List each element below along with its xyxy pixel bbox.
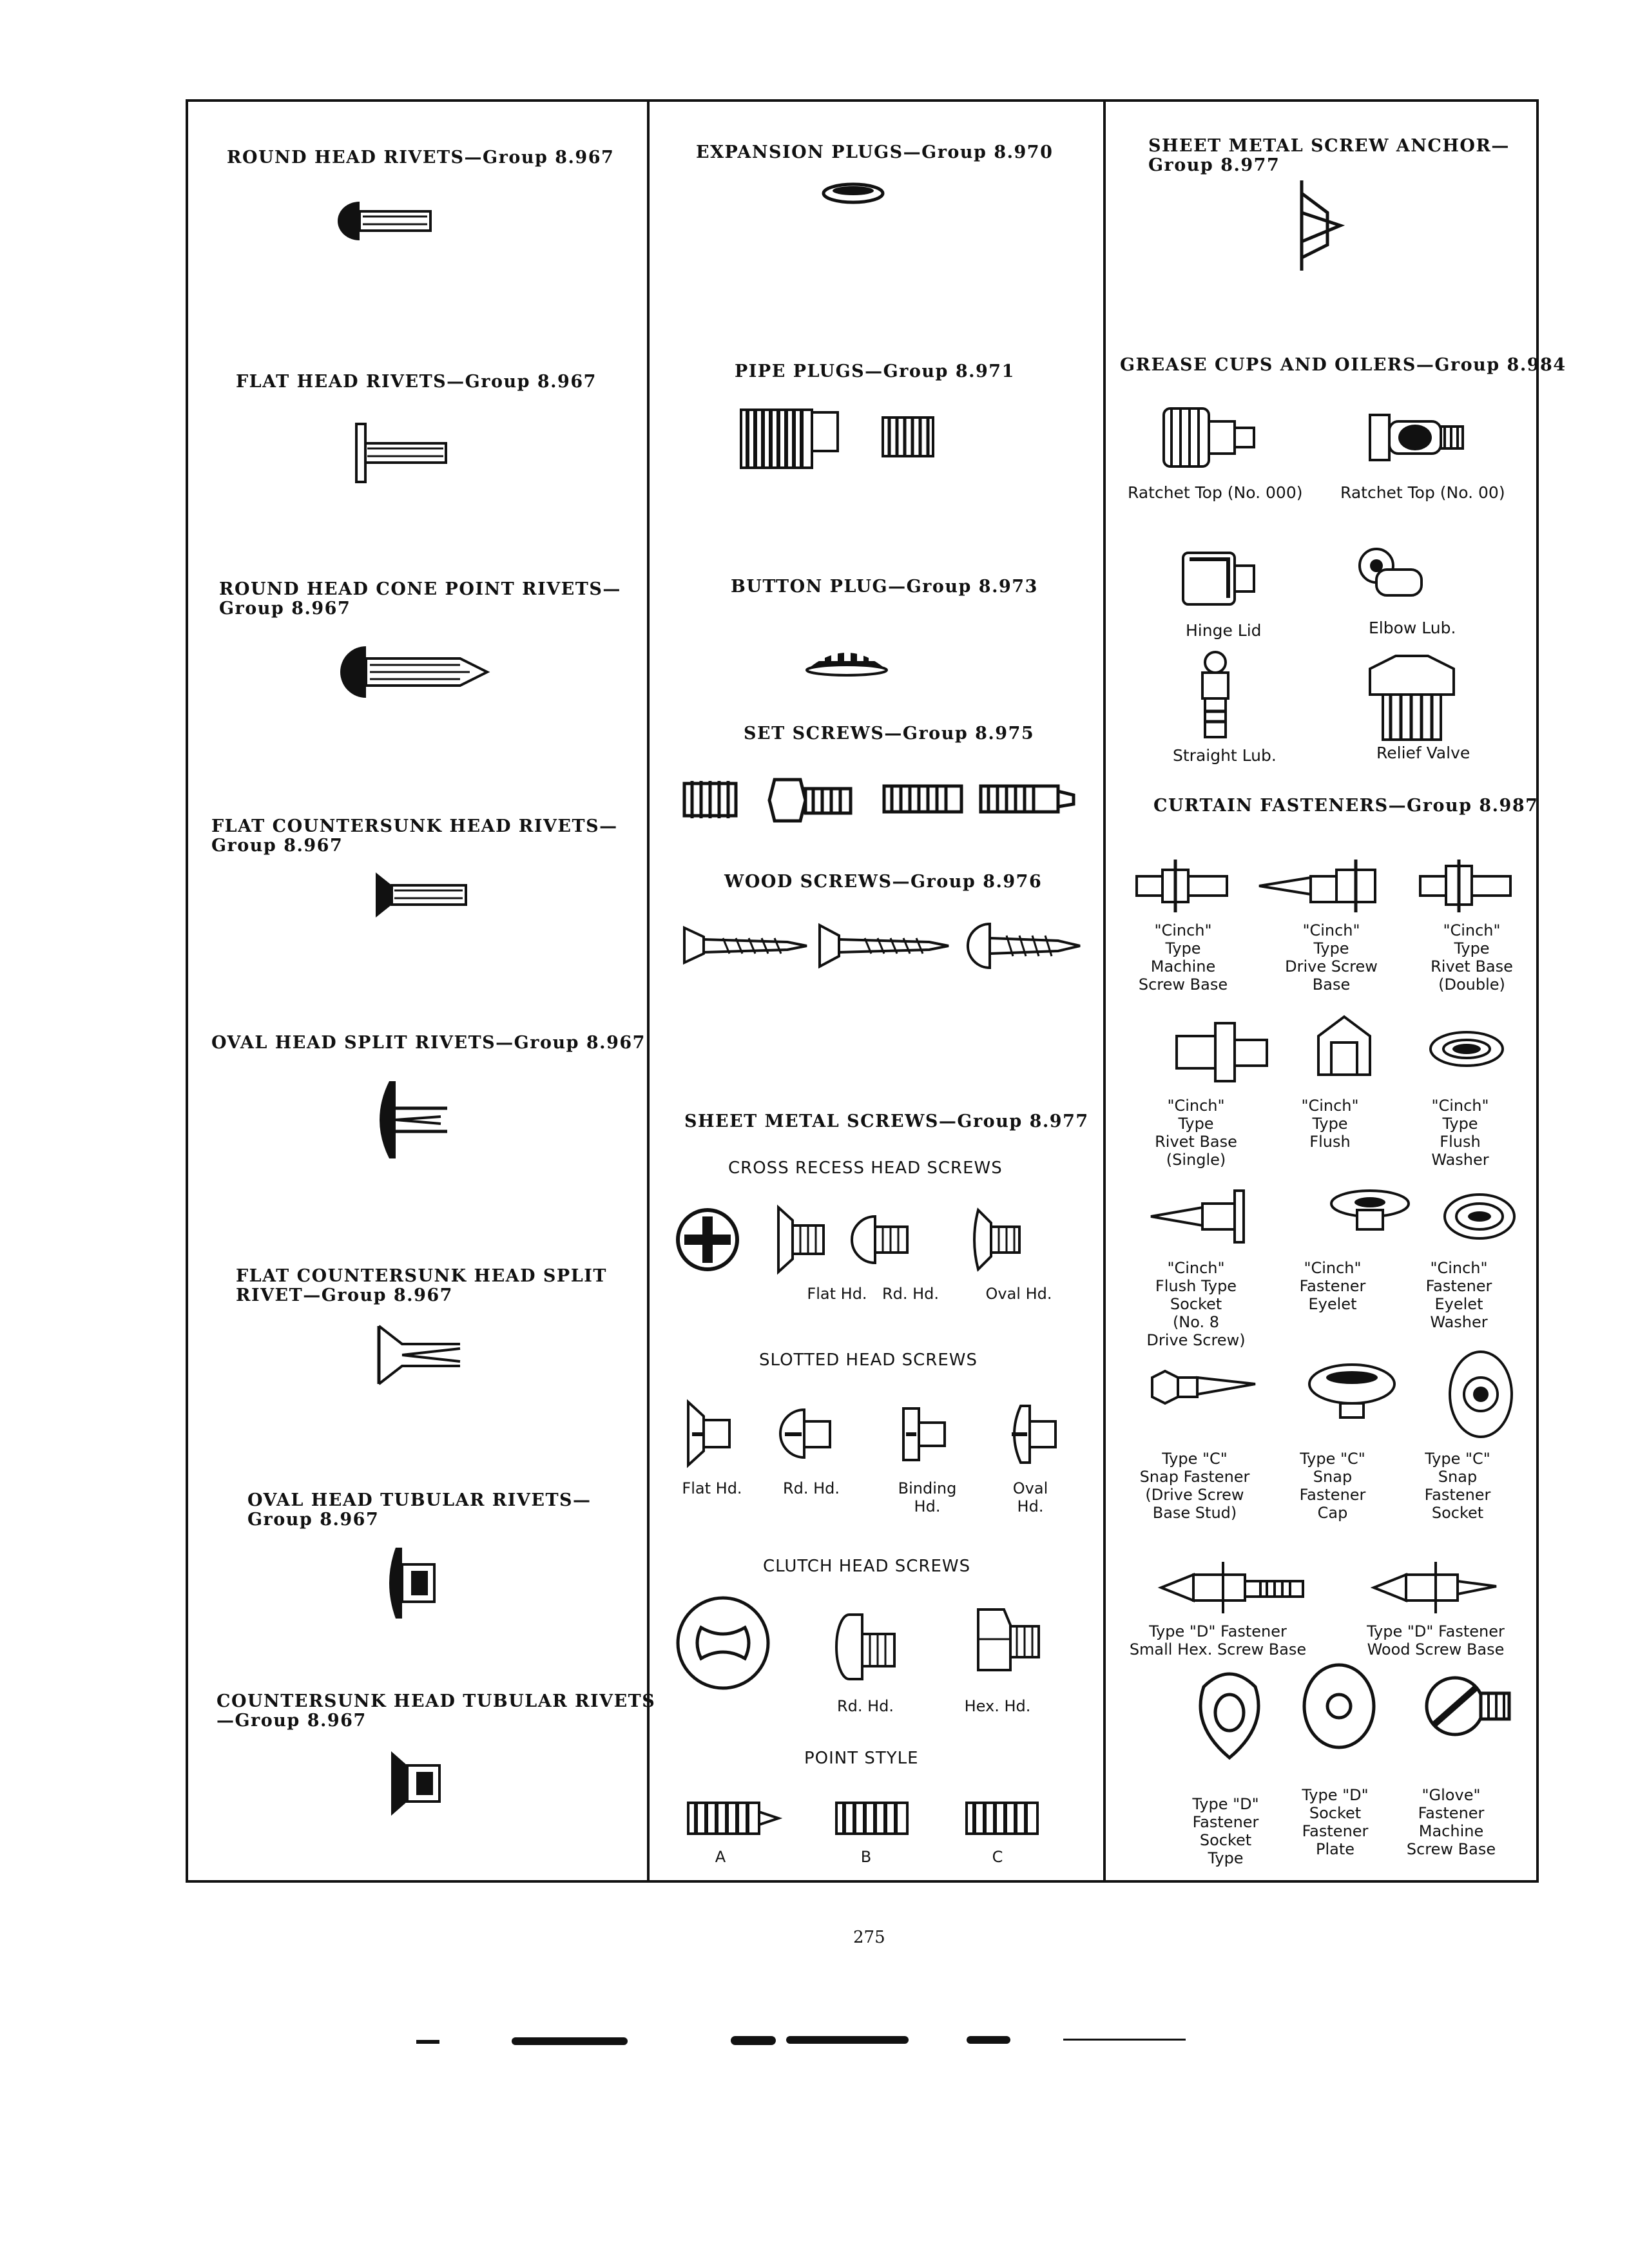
heading-expansion-plugs: EXPANSION PLUGS—Group 8.970	[696, 142, 1054, 162]
heading-sheet-metal-screw-anchor: SHEET METAL SCREW ANCHOR—	[1148, 136, 1510, 156]
heading-curtain-fasteners: CURTAIN FASTENERS—Group 8.987	[1153, 796, 1539, 816]
caption-cross-rd-hd: Rd. Hd.	[882, 1285, 940, 1303]
caption-elbow-lub: Elbow Lub.	[1369, 619, 1456, 637]
caption-cinch-fastener-eyelet: "Cinch" Fastener Eyelet	[1299, 1259, 1366, 1313]
hinge-lid-elbow-illustration	[1183, 540, 1467, 611]
clutch-head-screws-illustration	[675, 1595, 1075, 1692]
screw-anchor-illustration	[1289, 180, 1347, 271]
scan-smudge	[786, 2036, 909, 2044]
caption-type-d-socket-type: Type "D" Fastener Socket Type	[1192, 1795, 1259, 1867]
caption-point-b: B	[860, 1848, 872, 1866]
heading-round-head-rivets: ROUND HEAD RIVETS—Group 8.967	[227, 148, 615, 168]
point-style-illustration	[688, 1796, 1049, 1841]
caption-type-d-wood-screw: Type "D" Fastener Wood Screw Base	[1367, 1622, 1505, 1658]
caption-type-d-socket-plate: Type "D" Socket Fastener Plate	[1302, 1786, 1369, 1858]
round-head-rivet-illustration	[334, 198, 437, 244]
caption-cinch-flush-washer: "Cinch" Type Flush Washer	[1431, 1097, 1489, 1169]
scan-smudge	[1063, 2039, 1186, 2041]
caption-point-a: A	[715, 1848, 726, 1866]
countersunk-tubular-rivet-illustration	[388, 1751, 446, 1816]
set-screws-illustration	[684, 774, 1077, 826]
caption-type-c-snap-fastener-stud: Type "C" Snap Fastener (Drive Screw Base Stud)	[1139, 1450, 1250, 1522]
subheading-slotted-head-screws: SLOTTED HEAD SCREWS	[759, 1350, 978, 1370]
type-c-snap-illustration	[1152, 1352, 1513, 1442]
scan-smudge	[512, 2037, 628, 2045]
column-plugs-screws	[647, 102, 1103, 1880]
catalog-frame	[186, 99, 1566, 1883]
page-number: 275	[853, 1928, 885, 1947]
heading-group-number: RIVET—Group 8.967	[236, 1285, 453, 1305]
heading-button-plug: BUTTON PLUG—Group 8.973	[731, 577, 1038, 597]
caption-cinch-eyelet-washer: "Cinch" Fastener Eyelet Washer	[1425, 1259, 1492, 1331]
caption-clutch-rd-hd: Rd. Hd.	[836, 1697, 894, 1715]
pipe-plugs-illustration	[741, 405, 934, 476]
subheading-clutch-head-screws: CLUTCH HEAD SCREWS	[763, 1557, 971, 1576]
countersunk-split-rivet-illustration	[376, 1326, 467, 1384]
caption-cross-flat-hd: Flat Hd.	[807, 1285, 867, 1303]
caption-straight-lub: Straight Lub.	[1173, 746, 1277, 765]
straight-lub-relief-valve-illustration	[1183, 649, 1480, 746]
heading-sheet-metal-screws: SHEET METAL SCREWS—Group 8.977	[684, 1111, 1089, 1131]
caption-type-d-small-hex: Type "D" Fastener Small Hex. Screw Base	[1129, 1622, 1307, 1658]
scan-smudge	[967, 2036, 1010, 2044]
expansion-plug-illustration	[821, 182, 885, 205]
scan-smudge	[416, 2040, 439, 2044]
cinch-row3-illustration	[1151, 1184, 1512, 1249]
heading-pipe-plugs: PIPE PLUGS—Group 8.971	[735, 361, 1015, 381]
heading-group-number: Group 8.967	[247, 1510, 380, 1530]
subheading-cross-recess-head-screws: CROSS RECESS HEAD SCREWS	[728, 1158, 1003, 1178]
heading-set-screws: SET SCREWS—Group 8.975	[744, 724, 1035, 744]
caption-hinge-lid: Hinge Lid	[1186, 621, 1262, 640]
cinch-row1-illustration	[1137, 857, 1523, 915]
caption-clutch-hex-hd: Hex. Hd.	[964, 1697, 1031, 1715]
caption-cinch-drive-screw-base: "Cinch" Type Drive Screw Base	[1285, 921, 1378, 994]
caption-cinch-rivet-base-double: "Cinch" Type Rivet Base (Double)	[1431, 921, 1513, 994]
heading-oval-head-split-rivets: OVAL HEAD SPLIT RIVETS—Group 8.967	[211, 1033, 646, 1053]
caption-cinch-rivet-base-single: "Cinch" Type Rivet Base (Single)	[1155, 1097, 1237, 1169]
type-d-fasteners-illustration	[1161, 1555, 1509, 1620]
heading-group-number: Group 8.967	[219, 599, 351, 619]
type-d-glove-illustration	[1191, 1661, 1513, 1771]
caption-ratchet-top-00: Ratchet Top (No. 00)	[1340, 483, 1505, 502]
column-rivets	[188, 102, 656, 1880]
heading-countersunk-head-tubular-rivets: COUNTERSUNK HEAD TUBULAR RIVETS	[217, 1691, 656, 1711]
heading-group-number: Group 8.977	[1148, 155, 1280, 175]
heading-group-number: Group 8.967	[211, 836, 343, 856]
button-plug-illustration	[802, 624, 892, 675]
oval-tubular-rivet-illustration	[383, 1548, 441, 1619]
wood-screws-illustration	[684, 921, 1084, 973]
caption-cross-oval-hd: Oval Hd.	[985, 1285, 1052, 1303]
heading-flat-countersunk-head-rivets: FLAT COUNTERSUNK HEAD RIVETS—	[211, 816, 618, 836]
caption-glove-fastener: "Glove" Fastener Machine Screw Base	[1406, 1786, 1496, 1858]
caption-cinch-flush-type-socket: "Cinch" Flush Type Socket (No. 8 Drive Screw)	[1146, 1259, 1246, 1349]
heading-oval-head-tubular-rivets: OVAL HEAD TUBULAR RIVETS—	[247, 1490, 592, 1510]
heading-flat-head-rivets: FLAT HEAD RIVETS—Group 8.967	[236, 372, 597, 392]
ratchet-top-oilers-illustration	[1157, 402, 1492, 473]
caption-slotted-binding-hd: Binding Hd.	[898, 1479, 957, 1515]
scan-smudge	[731, 2036, 776, 2045]
heading-grease-cups-and-oilers: GREASE CUPS AND OILERS—Group 8.984	[1120, 355, 1566, 375]
column-fasteners	[1103, 102, 1566, 1880]
caption-type-c-snap-fastener-socket: Type "C" Snap Fastener Socket	[1424, 1450, 1491, 1522]
caption-slotted-flat-hd: Flat Hd.	[682, 1479, 742, 1497]
heading-flat-countersunk-head-split-rivet: FLAT COUNTERSUNK HEAD SPLIT	[236, 1266, 607, 1286]
caption-relief-valve: Relief Valve	[1376, 744, 1470, 762]
heading-group-number: —Group 8.967	[217, 1711, 367, 1731]
caption-cinch-flush: "Cinch" Type Flush	[1301, 1097, 1359, 1151]
subheading-point-style: POINT STYLE	[804, 1749, 919, 1768]
cone-point-rivet-illustration	[338, 643, 492, 701]
caption-ratchet-top-000: Ratchet Top (No. 000)	[1128, 483, 1303, 502]
flat-head-rivet-illustration	[353, 424, 450, 482]
cinch-row2-illustration	[1177, 1017, 1512, 1088]
heading-round-head-cone-point-rivets: ROUND HEAD CONE POINT RIVETS—	[219, 579, 621, 599]
caption-point-c: C	[992, 1848, 1003, 1866]
countersunk-rivet-illustration	[372, 872, 469, 918]
caption-slotted-oval-hd: Oval Hd.	[1012, 1479, 1048, 1515]
heading-wood-screws: WOOD SCREWS—Group 8.976	[724, 872, 1043, 892]
caption-type-c-snap-fastener-cap: Type "C" Snap Fastener Cap	[1299, 1450, 1366, 1522]
caption-slotted-rd-hd: Rd. Hd.	[782, 1479, 840, 1497]
caption-cinch-machine-screw-base: "Cinch" Type Machine Screw Base	[1138, 921, 1228, 994]
oval-split-rivet-illustration	[370, 1081, 454, 1158]
slotted-head-screws-illustration	[688, 1396, 1075, 1473]
